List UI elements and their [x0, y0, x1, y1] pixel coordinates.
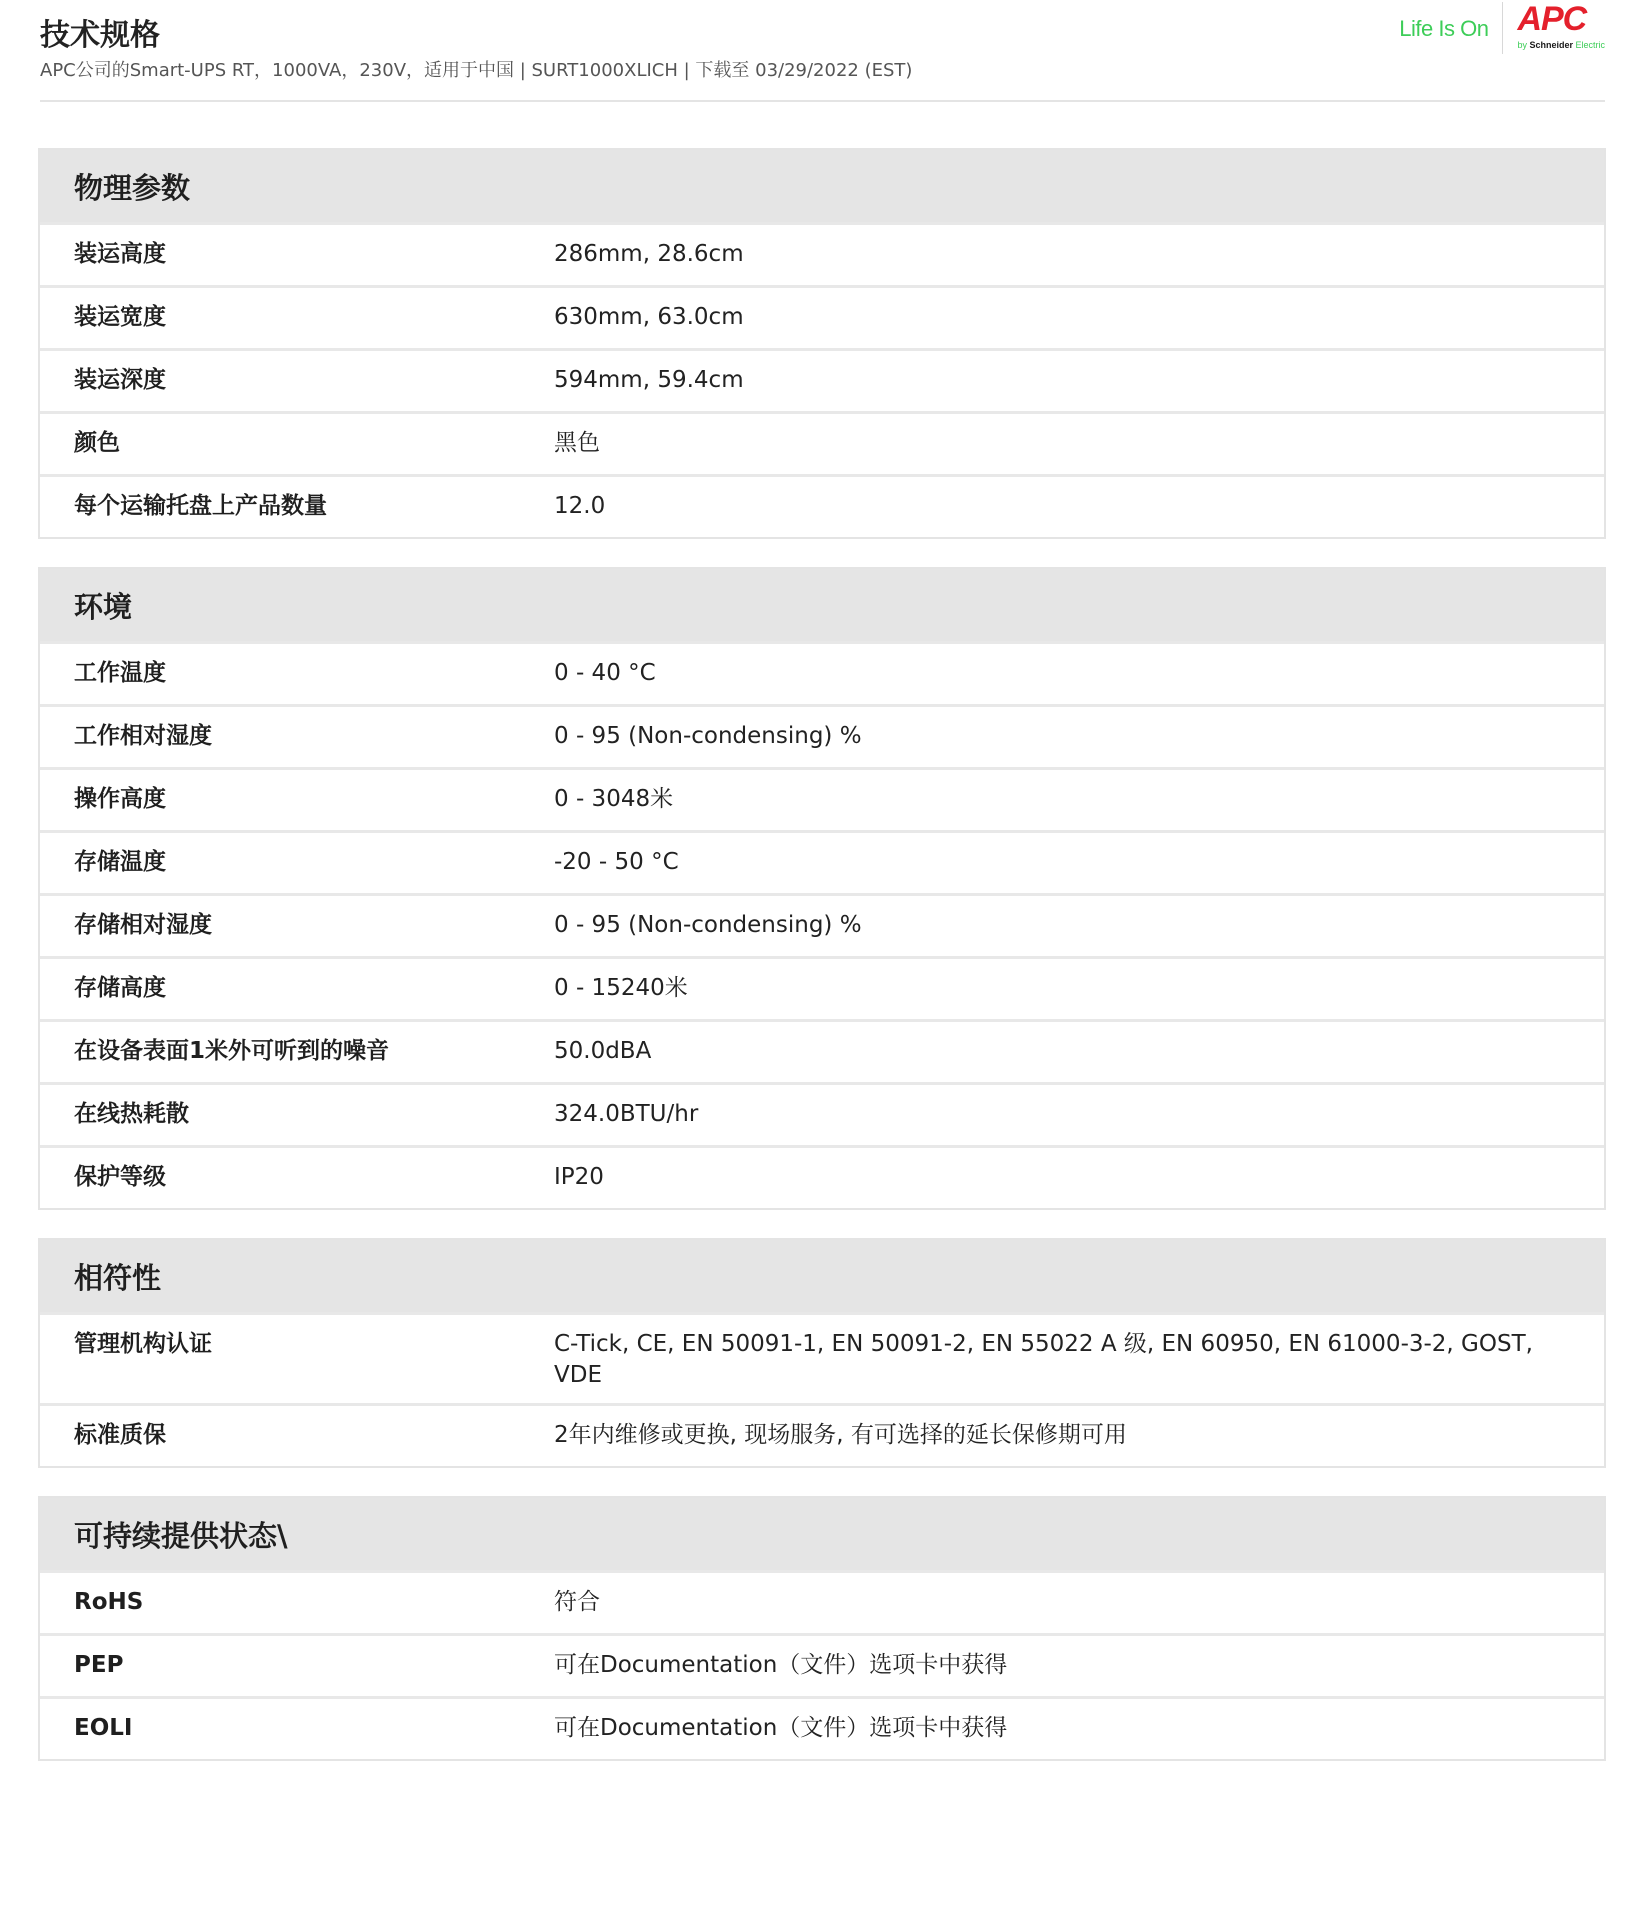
table-row: [40, 1570, 1604, 1633]
logo-sub-brand: Schneider: [1529, 40, 1573, 50]
table-row: [40, 348, 1604, 411]
table-row: [40, 830, 1604, 893]
row-label: 装运深度: [74, 367, 166, 393]
table-row: [40, 1019, 1604, 1082]
section-physical: [38, 148, 1606, 539]
row-value: 0 - 95 (Non-condensing) %: [554, 723, 862, 749]
row-label: 装运宽度: [74, 304, 166, 330]
row-label: 存储相对湿度: [74, 912, 212, 938]
section-title: 相符性: [40, 1240, 1604, 1312]
row-label: RoHS: [74, 1589, 144, 1615]
table-row: [40, 956, 1604, 1019]
row-value: 可在Documentation（文件）选项卡中获得: [554, 1715, 1008, 1741]
row-label: 在设备表面1米外可听到的噪音: [74, 1038, 390, 1064]
row-value: 324.0BTU/hr: [554, 1101, 699, 1127]
table-row: [40, 641, 1604, 704]
row-value: 0 - 3048米: [554, 786, 674, 812]
table-row: [40, 1312, 1604, 1403]
row-value: 12.0: [554, 493, 606, 519]
table-row: [40, 767, 1604, 830]
brand-block: [1399, 2, 1605, 54]
page-subtitle: APC公司的Smart-UPS RT，1000VA，230V，适用于中国 | SURT1000XLICH | 下载至 03/29/2022 (EST): [40, 60, 913, 81]
section-title: 物理参数: [40, 150, 1604, 222]
table-row: [40, 411, 1604, 474]
table-row: [40, 893, 1604, 956]
row-label: EOLI: [74, 1715, 133, 1741]
section-sustainability: [38, 1496, 1606, 1761]
table-row: [40, 285, 1604, 348]
row-value: 可在Documentation（文件）选项卡中获得: [554, 1652, 1008, 1678]
row-value: 0 - 95 (Non-condensing) %: [554, 912, 862, 938]
row-label: 存储高度: [74, 975, 166, 1001]
tagline: Life Is On: [1399, 16, 1489, 41]
row-label: 保护等级: [74, 1164, 166, 1190]
row-value: 黑色: [554, 430, 600, 456]
row-label: 管理机构认证: [74, 1331, 212, 1357]
table-row: [40, 704, 1604, 767]
row-label: 在线热耗散: [74, 1101, 189, 1127]
row-label: 装运高度: [74, 241, 166, 267]
spec-content: [38, 148, 1606, 1789]
row-label: 工作相对湿度: [74, 723, 212, 749]
table-row: [40, 1403, 1604, 1466]
table-row: [40, 474, 1604, 537]
logo-subline: [1517, 40, 1605, 50]
row-value: 0 - 40 °C: [554, 660, 656, 686]
row-label: 颜色: [74, 430, 120, 456]
logo-mark: APC: [1517, 0, 1587, 38]
table-row: [40, 1696, 1604, 1759]
page-header: [40, 0, 1605, 102]
row-value: 630mm, 63.0cm: [554, 304, 744, 330]
row-label: 标准质保: [74, 1422, 166, 1448]
row-value: -20 - 50 °C: [554, 849, 679, 875]
logo-sub-suffix: Electric: [1572, 40, 1605, 50]
row-value: 符合: [554, 1589, 600, 1615]
row-label: 操作高度: [74, 786, 166, 812]
section-environment: [38, 567, 1606, 1210]
section-title: 环境: [40, 569, 1604, 641]
row-label: 存储温度: [74, 849, 166, 875]
logo-sub-prefix: by: [1517, 40, 1530, 50]
row-value: 0 - 15240米: [554, 975, 688, 1001]
row-value: C-Tick, CE, EN 50091-1, EN 50091-2, EN 55022 A 级, EN 60950, EN 61000-3-2, GOST, VDE: [554, 1331, 1533, 1388]
row-value: 594mm, 59.4cm: [554, 367, 744, 393]
section-title: 可持续提供状态\: [40, 1498, 1604, 1570]
apc-logo: [1503, 2, 1605, 50]
row-value: IP20: [554, 1164, 604, 1190]
row-label: 每个运输托盘上产品数量: [74, 493, 327, 519]
table-row: [40, 1082, 1604, 1145]
page-title: 技术规格: [40, 18, 160, 53]
row-label: PEP: [74, 1652, 124, 1678]
section-compliance: [38, 1238, 1606, 1468]
row-value: 50.0dBA: [554, 1038, 652, 1064]
row-value: 2年内维修或更换, 现场服务, 有可选择的延长保修期可用: [554, 1422, 1127, 1448]
row-value: 286mm, 28.6cm: [554, 241, 744, 267]
row-label: 工作温度: [74, 660, 166, 686]
table-row: [40, 222, 1604, 285]
table-row: [40, 1633, 1604, 1696]
table-row: [40, 1145, 1604, 1208]
